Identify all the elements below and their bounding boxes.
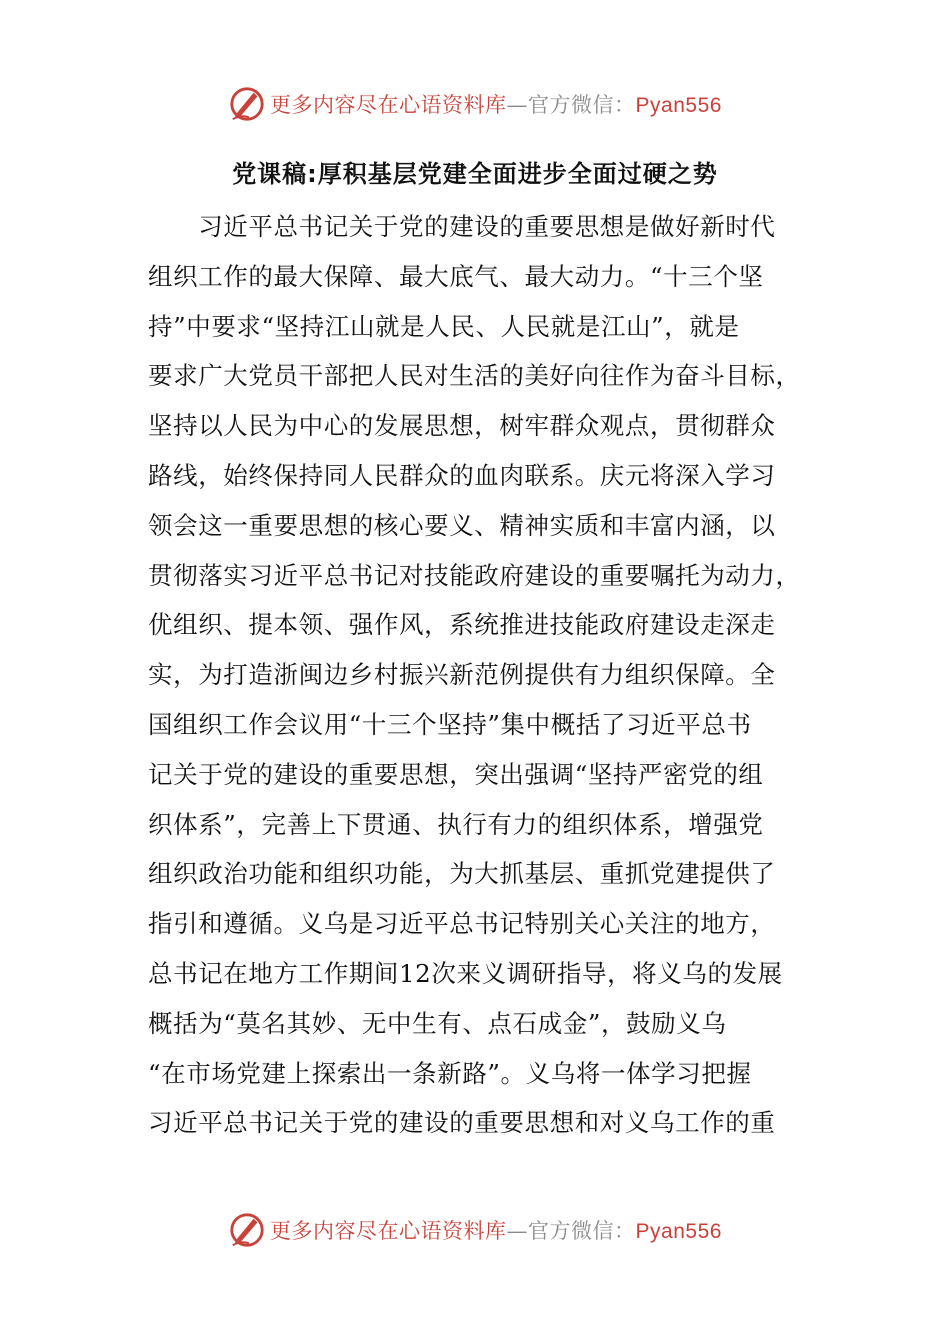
body-line: 坚持以人民为中心的发展思想，树牢群众观点，贯彻群众: [148, 411, 776, 441]
body-line: 要求广大党员干部把人民对生活的美好向往作为奋斗目标，: [148, 361, 801, 391]
body-line: 概括为“莫名其妙、无中生有、点石成金”，鼓励义乌: [148, 1008, 727, 1038]
body-line: 总书记在地方工作期间12次来义调研指导，将义乌的发展: [148, 959, 783, 988]
pen-writing-logo-icon: [228, 85, 266, 123]
body-line: 实，为打造浙闽边乡村振兴新范例提供有力组织保障。全: [148, 660, 776, 690]
document-title: 党课稿:厚积基层党建全面进步全面过硬之势: [232, 160, 718, 188]
body-line: 指引和遵循。义乌是习近平总书记特别关心关注的地方，: [148, 909, 776, 939]
body-line: 优组织、提本领、强作风，系统推进技能政府建设走深走: [148, 610, 776, 640]
body-line: 国组织工作会议用“十三个坚持”集中概括了习近平总书: [148, 710, 752, 739]
pen-writing-logo-icon: [228, 1211, 266, 1249]
footer-watermark: [0, 1210, 950, 1250]
body-line: 领会这一重要思想的核心要义、精神实质和丰富内涵，以: [148, 510, 776, 540]
header-watermark: [0, 84, 950, 124]
body-line: 习近平总书记关于党的建设的重要思想和对义乌工作的重: [148, 1108, 776, 1138]
body-line: 织体系”，完善上下贯通、执行有力的组织体系，增强党: [148, 809, 764, 839]
watermark-text: 更多内容尽在心语资料库—官方微信：Pyan556: [270, 1219, 722, 1243]
body-line: 习近平总书记关于党的建设的重要思想是做好新时代: [148, 212, 776, 241]
watermark-text: 更多内容尽在心语资料库—官方微信：Pyan556: [270, 93, 722, 117]
body-line: 组织政治功能和组织功能，为大抓基层、重抓党建提供了: [148, 859, 776, 889]
body-line: 路线，始终保持同人民群众的血肉联系。庆元将深入学习: [148, 461, 776, 490]
body-line: 记关于党的建设的重要思想，突出强调“坚持严密党的组: [148, 759, 764, 789]
body-line: “在市场党建上探索出一条新路”。义乌将一体学习把握: [148, 1058, 752, 1088]
body-line: 贯彻落实习近平总书记对技能政府建设的重要嘱托为动力，: [148, 560, 801, 590]
body-line: 组织工作的最大保障、最大底气、最大动力。“十三个坚: [148, 261, 764, 291]
body-line: 持”中要求“坚持江山就是人民、人民就是江山”，就是: [148, 311, 740, 341]
